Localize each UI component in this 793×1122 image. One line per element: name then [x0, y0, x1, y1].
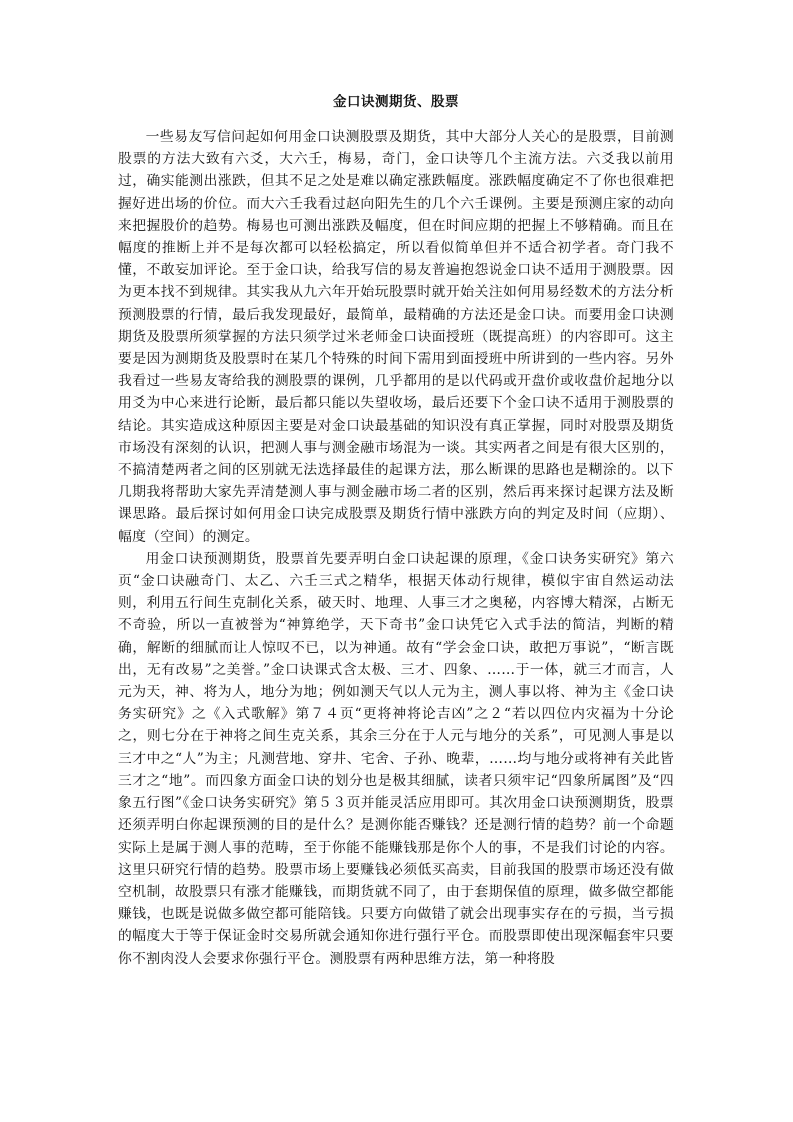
document-title: 金口诀测期货、股票 [333, 94, 459, 110]
document-page [118, 92, 674, 970]
paragraph-intro: 一些易友写信问起如何用金口诀测股票及期货，其中大部分人关心的是股票，目前测股票的方法大致有六爻，大六壬，梅易，奇门，金口诀等几个主流方法。六爻我以前用过，确实能测出涨跌，但其不足之处是难以确定涨跌幅度。涨跌幅度确定不了你也很难把握好进出场的价位。而大六壬我看过赵向阳先生的几个六壬课例。主要是预测庄家的动向来把握股价的趋势。梅易也可测出涨跌及幅度，但在时间应期的把握上不够精确。而且在幅度的推断上并不是每次都可以轻松搞定，所以看似简单但并不适合初学者。奇门我不懂，不敢妄加评论。至于金口诀，给我写信的易友普遍抱怨说金口诀不适用于测股票。因为更本找不到规律。其实我从九六年开始玩股票时就开始关注如何用易经数术的方法分析预测股票的行情，最后我发现最好，最简单，最精确的方法还是金口诀。而要用金口诀测期货及股票所须掌握的方法只须学过米老师金口诀面授班（既提高班）的内容即可。这主要是因为测期货及股票时在某几个特殊的时间下需用到面授班中所讲到的一些内容。另外我看过一些易友寄给我的测股票的课例，几乎都用的是以代码或开盘价或收盘价起地分以用爻为中心来进行论断，最后都只能以失望收场，最后还要下个金口诀不适用于测股票的结论。其实造成这种原因主要是对金口诀最基础的知识没有真正掌握，同时对股票及期货市场没有深刻的认识，把测人事与测金融市场混为一谈。其实两者之间是有很大区别的，不搞清楚两者之间的区别就无法选择最佳的起课方法，那么断课的思路也是糊涂的。以下几期我将帮助大家先弄清楚测人事与测金融市场二者的区别，然后再来探讨起课方法及断课思路。最后探讨如何用金口诀完成股票及期货行情中涨跌方向的判定及时间（应期）、幅度（空间）的测定。 [118, 129, 674, 545]
paragraph-principles: 用金口诀预测期货，股票首先要弄明白金口诀起课的原理，《金口诀务实研究》第六页“金口诀融奇门、太乙、六壬三式之精华，根据天体动行规律，模似宇宙自然运动法则，利用五行间生克制化关系，破天时、地理、人事三才之奥秘，内容博大精深，占断无不奇验，所以一直被誉为“神算绝学，天下奇书”金口诀凭它入式手法的简洁，判断的精确，解断的细腻而让人惊叹不已，以为神通。故有“学会金口诀，敢把万事说”，“断言既出，无有改易”之美誉。”金口诀课式含太极、三才、四象、……于一体，就三才而言，人元为天，神、将为人，地分为地；例如测天气以人元为主，测人事以将、神为主《金口诀务实研究》之《入式歌解》第７４页“更将神将论吉凶”之２“若以四位内灾福为十分论之，则七分在于神将之间生克关系，其余三分在于人元与地分的关系”，可见测人事是以三才中之“人”为主；凡测营地、穿井、宅舍、子孙、晚辈，……均与地分或将神有关此皆三才之“地”。而四象方面金口诀的划分也是极其细腻，读者只须牢记“四象所属图”及“四象五行图”《金口诀务实研究》第５３页并能灵活应用即可。其次用金口诀预测期货，股票还须弄明白你起课预测的目的是什么？是测你能否赚钱？还是测行情的趋势？前一个命题实际上是属于测人事的范畴，至于你能不能赚钱那是你个人的事，不是我们讨论的内容。这里只研究行情的趋势。股票市场上要赚钱必须低买高卖，目前我国的股票市场还没有做空机制，故股票只有涨才能赚钱，而期货就不同了，由于套期保值的原理，做多做空都能赚钱，也既是说做多做空都可能陪钱。只要方向做错了就会出现事实存在的亏损，当亏损的幅度大于等于保证金时交易所就会通知你进行强行平仓。而股票即使出现深幅套牢只要你不割肉没人会要求你强行平仓。测股票有两种思维方法，第一种将股 [118, 550, 674, 967]
